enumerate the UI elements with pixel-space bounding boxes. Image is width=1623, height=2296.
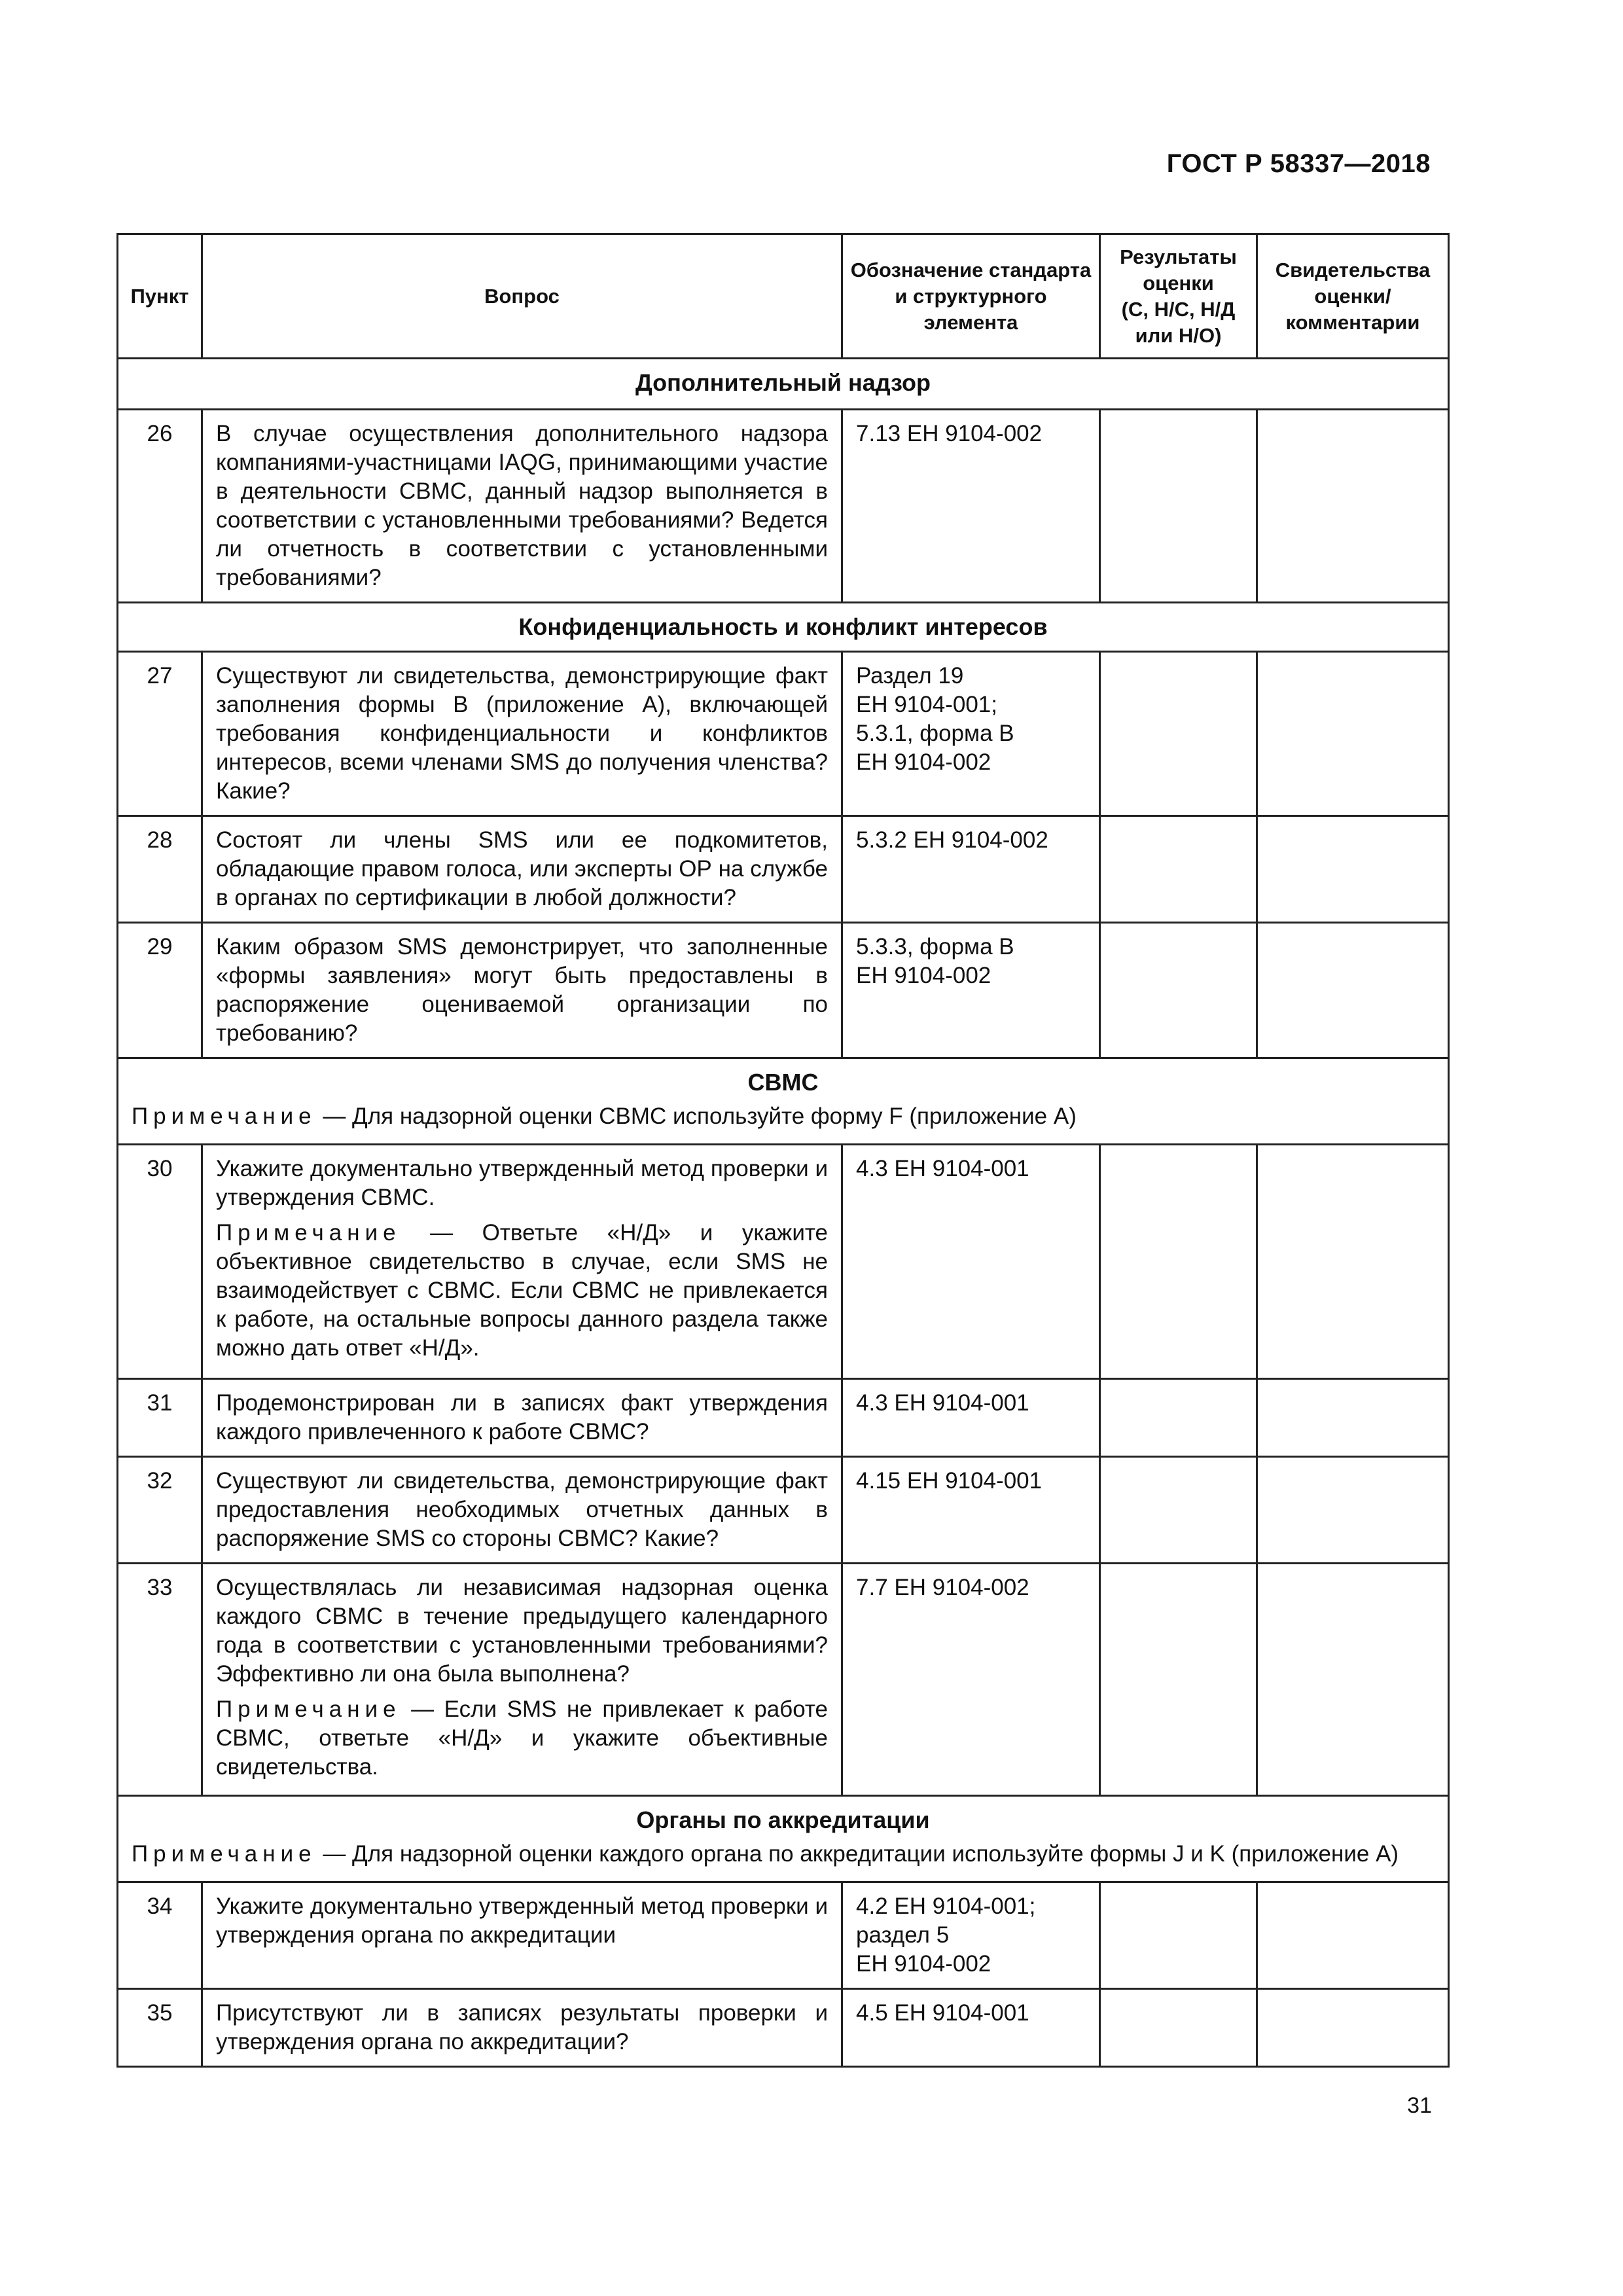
question-note [216,1695,828,1782]
result-cell[interactable] [1100,923,1257,1058]
standard-reference: 5.3.2 ЕН 9104-002 [842,816,1100,923]
question-text: В случае осуществления дополнительного надзора компаниями-участницами IAQG, принимающими участие в деятельности СВМС, данный надзор выполняется в соответствии с установленными требованиями? Ведется ли отчетность в соответствии с установленными требованиями? [202,410,842,603]
item-number: 26 [118,410,202,603]
reference-line: 5.3.3, форма B [856,934,1014,960]
question-cell [202,1564,842,1796]
note-text: — Для надзорной оценки каждого органа по аккредитации используйте формы J и K (приложение А) [316,1841,1399,1867]
table-row [118,1457,1449,1564]
result-cell[interactable] [1100,1145,1257,1379]
table-header-row [118,234,1449,359]
note-text: — Если SMS не привлекает к работе СВМС, ответьте «Н/Д» и укажите объективные свидетельства. [216,1696,828,1780]
table-row [118,816,1449,923]
result-cell[interactable] [1100,1457,1257,1564]
standard-reference: 7.7 ЕН 9104-002 [842,1564,1100,1796]
section-row [118,1058,1449,1145]
comment-cell[interactable] [1257,923,1449,1058]
reference-line: ЕН 9104-002 [856,963,991,988]
section-row [118,1796,1449,1882]
standard-reference [842,652,1100,816]
comment-cell[interactable] [1257,652,1449,816]
comment-cell[interactable] [1257,1989,1449,2067]
result-cell[interactable] [1100,1564,1257,1796]
standard-reference: 4.15 ЕН 9104-001 [842,1457,1100,1564]
comment-cell[interactable] [1257,1882,1449,1989]
note-label: Примечание [132,1103,317,1129]
item-number: 34 [118,1882,202,1989]
section-note [132,1840,1435,1869]
note-label: Примечание [132,1841,317,1867]
result-cell[interactable] [1100,1379,1257,1457]
reference-line: 4.2 ЕН 9104-001; [856,1893,1036,1919]
table-row [118,1145,1449,1379]
page-number: 31 [1407,2093,1432,2118]
note-label: Примечание [216,1696,401,1722]
result-cell[interactable] [1100,1989,1257,2067]
item-number: 27 [118,652,202,816]
reference-line: раздел 5 [856,1922,950,1948]
reference-line: Раздел 19 [856,663,964,689]
standard-reference: 4.5 ЕН 9104-001 [842,1989,1100,2067]
item-number: 29 [118,923,202,1058]
header-standard-reference: Обозначение стандарта и структурного элемента [842,234,1100,359]
result-cell[interactable] [1100,1882,1257,1989]
comment-cell[interactable] [1257,1145,1449,1379]
comment-cell[interactable] [1257,1379,1449,1457]
section-title: СВМС [747,1069,819,1096]
header-results-codes: (С, Н/С, Н/Д или Н/О) [1121,297,1236,347]
comment-cell[interactable] [1257,816,1449,923]
reference-line: ЕН 9104-001; [856,692,997,717]
assessment-table [116,233,1450,2068]
result-cell[interactable] [1100,410,1257,603]
table-row [118,1882,1449,1989]
result-cell[interactable] [1100,816,1257,923]
item-number: 31 [118,1379,202,1457]
note-text: — Ответьте «Н/Д» и укажите объективное свидетельство в случае, если SMS не взаимодействует с СВМС. Если СВМС не привлекается к работе, на остальные вопросы данного раздела также можно дать ответ «Н/Д». [216,1220,828,1361]
comment-cell[interactable] [1257,1564,1449,1796]
comment-cell[interactable] [1257,410,1449,603]
question-cell [202,1145,842,1379]
question-text: Укажите документально утвержденный метод проверки и утверждения органа по аккредитации [202,1882,842,1989]
header-results-title: Результаты оценки [1120,245,1237,295]
question-text: Каким образом SMS демонстрирует, что заполненные «формы заявления» могут быть предоставлены в распоряжение оцениваемой организации по требованию? [202,923,842,1058]
section-note [132,1102,1435,1131]
question-text: Присутствуют ли в записях результаты проверки и утверждения органа по аккредитации? [202,1989,842,2067]
item-number: 33 [118,1564,202,1796]
item-number: 32 [118,1457,202,1564]
reference-line: ЕН 9104-002 [856,1951,991,1977]
comment-cell[interactable] [1257,1457,1449,1564]
standard-reference: 7.13 ЕН 9104-002 [842,410,1100,603]
reference-line: ЕН 9104-002 [856,749,991,775]
question-text: Осуществлялась ли независимая надзорная оценка каждого СВМС в течение предыдущего календарного года в соответствии с установленными требованиями? Эффективно ли она была выполнена? [216,1575,828,1687]
table-row [118,1564,1449,1796]
section-cell [118,1058,1449,1145]
question-text: Существуют ли свидетельства, демонстрирующие факт предоставления необходимых отчетных данных в распоряжение SMS со стороны СВМС? Какие? [202,1457,842,1564]
item-number: 28 [118,816,202,923]
question-note [216,1219,828,1363]
header-assessment-results [1100,234,1257,359]
section-row [118,603,1449,652]
standard-reference [842,1882,1100,1989]
question-text: Укажите документально утвержденный метод проверки и утверждения СВМС. [216,1156,828,1210]
section-title: Дополнительный надзор [118,359,1449,410]
document-code: ГОСТ Р 58337—2018 [1166,149,1431,178]
item-number: 30 [118,1145,202,1379]
item-number: 35 [118,1989,202,2067]
result-cell[interactable] [1100,652,1257,816]
header-item-number: Пункт [118,234,202,359]
question-text: Состоят ли члены SMS или ее подкомитетов, обладающие правом голоса, или эксперты ОР на службе в органах по сертификации в любой должности? [202,816,842,923]
section-row [118,359,1449,410]
standard-reference [842,923,1100,1058]
table-row [118,410,1449,603]
table-row [118,1989,1449,2067]
standard-reference: 4.3 ЕН 9104-001 [842,1379,1100,1457]
reference-line: 5.3.1, форма B [856,721,1014,746]
note-text: — Для надзорной оценки СВМС используйте форму F (приложение А) [316,1103,1077,1129]
section-cell [118,1796,1449,1882]
table-row [118,652,1449,816]
header-question: Вопрос [202,234,842,359]
note-label: Примечание [216,1220,401,1246]
table-row [118,1379,1449,1457]
header-evidence-comments: Свидетельства оценки/ комментарии [1257,234,1449,359]
question-text: Продемонстрирован ли в записях факт утверждения каждого привлеченного к работе СВМС? [202,1379,842,1457]
table-row [118,923,1449,1058]
section-title: Конфиденциальность и конфликт интересов [118,603,1449,652]
standard-reference: 4.3 ЕН 9104-001 [842,1145,1100,1379]
section-title: Органы по аккредитации [636,1806,930,1833]
question-text: Существуют ли свидетельства, демонстрирующие факт заполнения формы B (приложение А), включающей требования конфиденциальности и конфликтов интересов, всеми членами SMS до получения членства? Какие? [202,652,842,816]
